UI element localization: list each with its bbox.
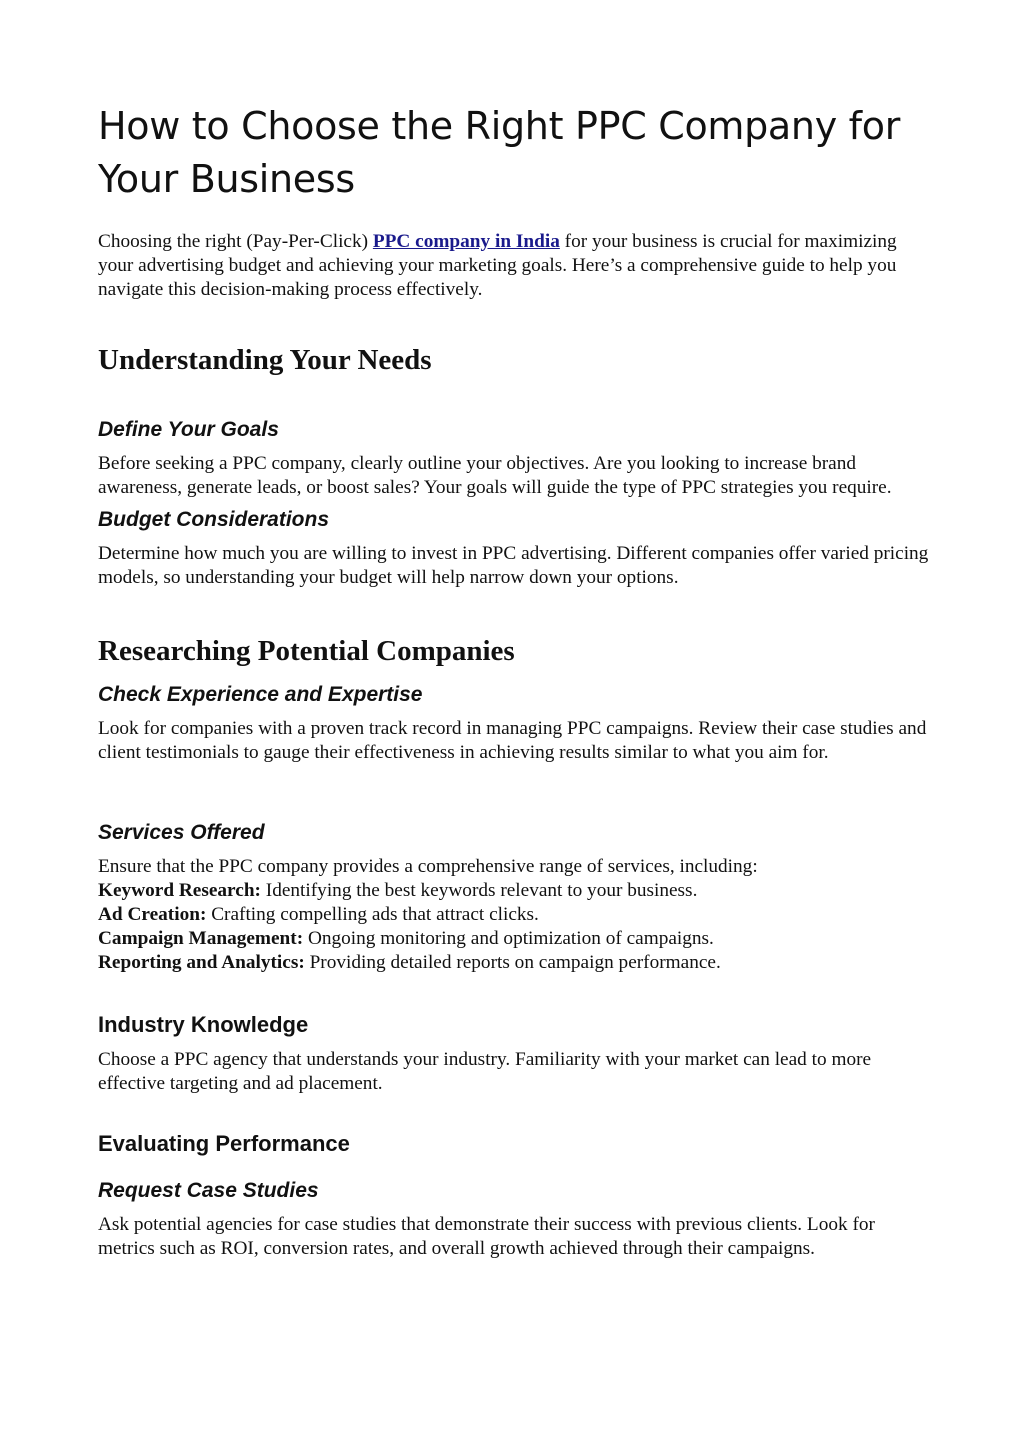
service-desc: Crafting compelling ads that attract clicks. <box>206 904 539 925</box>
subheading-case-studies: Request Case Studies <box>98 1179 319 1202</box>
intro-paragraph <box>98 230 930 302</box>
subheading-define-goals: Define Your Goals <box>98 418 279 441</box>
service-term: Keyword Research: <box>98 880 261 901</box>
service-item <box>98 927 930 951</box>
service-item <box>98 951 930 975</box>
intro-text-after: for your business is crucial for maximizing your advertising budget and achieving your marketing goals. Here’s a comprehensive guide to help you navigate this decision-making process effectively. <box>98 231 897 300</box>
subheading-industry: Industry Knowledge <box>98 1012 309 1037</box>
section-heading-evaluating: Evaluating Performance <box>98 1131 350 1156</box>
goals-paragraph: Before seeking a PPC company, clearly outline your objectives. Are you looking to increase brand awareness, generate leads, or boost sales? Your goals will guide the type of PPC strategies you require. <box>98 453 892 498</box>
service-item <box>98 903 930 927</box>
subheading-budget: Budget Considerations <box>98 508 330 531</box>
document-page <box>98 0 930 1261</box>
service-item <box>98 879 930 903</box>
section-heading-understanding: Understanding Your Needs <box>98 344 432 376</box>
section-heading-researching: Researching Potential Companies <box>98 635 515 667</box>
service-desc: Providing detailed reports on campaign performance. <box>304 952 721 973</box>
services-intro: Ensure that the PPC company provides a comprehensive range of services, including: <box>98 856 758 877</box>
services-list <box>98 879 930 975</box>
ppc-company-link[interactable]: PPC company in India <box>372 231 560 252</box>
page-title: How to Choose the Right PPC Company for Your Business <box>98 104 901 201</box>
service-desc: Ongoing monitoring and optimization of campaigns. <box>303 928 714 949</box>
service-term: Campaign Management: <box>98 928 304 949</box>
experience-paragraph: Look for companies with a proven track record in managing PPC campaigns. Review their case studies and client testimonials to gauge their effectiveness in achieving results similar to what you aim for. <box>98 718 927 763</box>
service-term: Ad Creation: <box>98 904 207 925</box>
budget-paragraph: Determine how much you are willing to invest in PPC advertising. Different companies offer varied pricing models, so understanding your budget will help narrow down your options. <box>98 543 929 588</box>
industry-paragraph: Choose a PPC agency that understands your industry. Familiarity with your market can lead to more effective targeting and ad placement. <box>98 1049 872 1094</box>
service-desc: Identifying the best keywords relevant to your business. <box>260 880 698 901</box>
subheading-experience: Check Experience and Expertise <box>98 683 423 706</box>
service-term: Reporting and Analytics: <box>98 952 305 973</box>
intro-text-before: Choosing the right (Pay-Per-Click) <box>98 231 373 252</box>
case-studies-paragraph: Ask potential agencies for case studies that demonstrate their success with previous clients. Look for metrics such as ROI, conversion rates, and overall growth achieved through their campaigns. <box>98 1214 875 1259</box>
subheading-services: Services Offered <box>98 821 265 844</box>
